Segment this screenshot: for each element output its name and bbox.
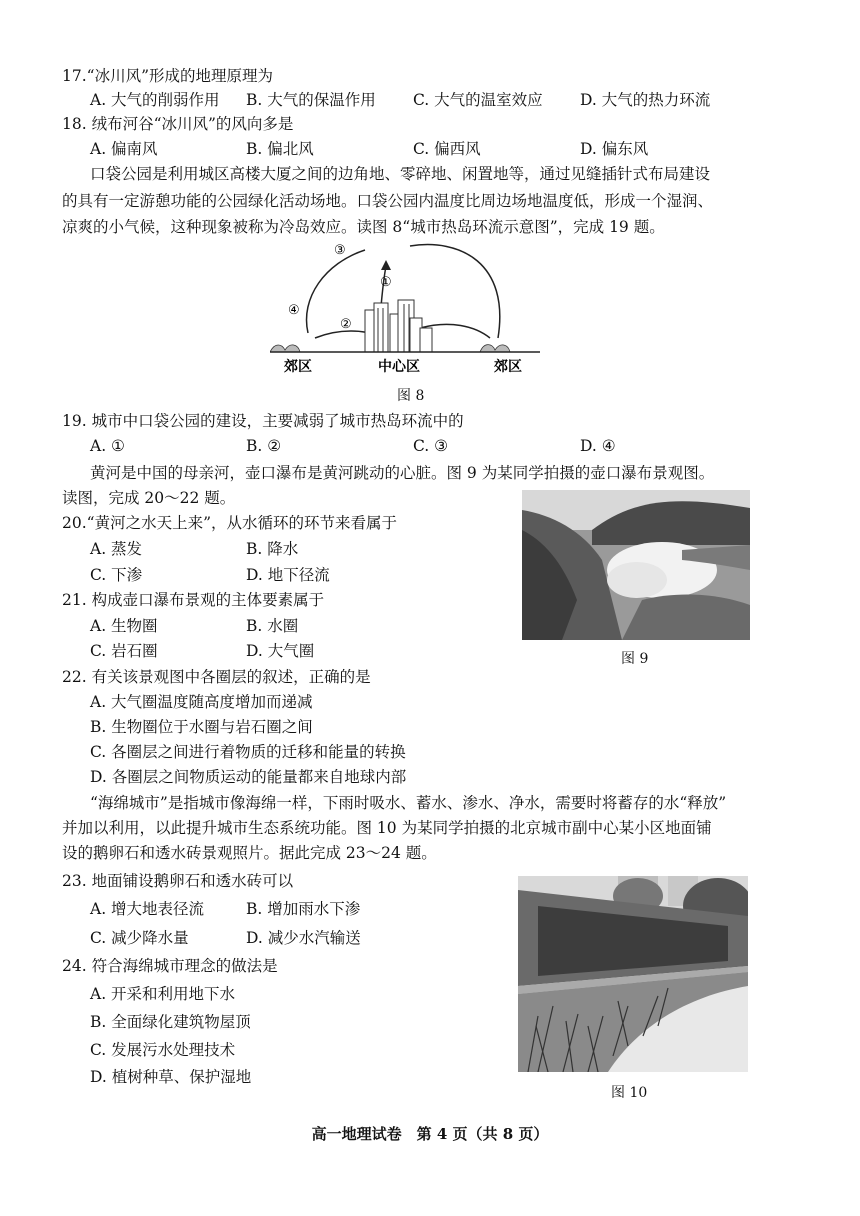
label-2: ② [340, 317, 352, 332]
passage-3-line-2: 并加以利用，以此提升城市生态系统功能。图 10 为某同学拍摄的北京城市副中心某小区地面铺 [62, 819, 712, 837]
question-17-stem: 17.“冰川风”形成的地理原理为 [62, 67, 273, 85]
passage-3-line-3: 设的鹅卵石和透水砖景观照片。据此完成 23～24 题。 [62, 844, 437, 862]
arrow-head-1 [381, 260, 391, 270]
q19-option-d: D. ④ [580, 437, 616, 455]
sponge-city-image [518, 876, 748, 1072]
q19-option-c: C. ③ [413, 437, 449, 455]
q18-option-c: C. 偏西风 [413, 140, 481, 158]
question-18-stem: 18. 绒布河谷“冰川风”的风向多是 [62, 115, 294, 133]
q20-option-b: B. 降水 [246, 540, 299, 558]
q17-option-b: B. 大气的保温作用 [246, 91, 376, 109]
q21-option-b: B. 水圈 [246, 617, 299, 635]
figure-9-photo [522, 490, 750, 640]
q24-option-b: B. 全面绿化建筑物屋顶 [90, 1013, 251, 1031]
question-22-stem: 22. 有关该景观图中各圈层的叙述，正确的是 [62, 668, 371, 686]
q19-option-b: B. ② [246, 437, 282, 455]
question-24-stem: 24. 符合海绵城市理念的做法是 [62, 957, 278, 975]
q22-option-d: D. 各圈层之间物质运动的能量都来自地球内部 [90, 768, 407, 786]
waterfall-image [522, 490, 750, 640]
question-21-stem: 21. 构成壶口瀑布景观的主体要素属于 [62, 591, 325, 609]
ground-label-suburb-left: 郊区 [284, 359, 312, 375]
q18-option-b: B. 偏北风 [246, 140, 314, 158]
q22-option-b: B. 生物圈位于水圈与岩石圈之间 [90, 718, 313, 736]
q22-option-c: C. 各圈层之间进行着物质的迁移和能量的转换 [90, 743, 406, 761]
q17-option-c: C. 大气的温室效应 [413, 91, 543, 109]
q21-option-c: C. 岩石圈 [90, 642, 158, 660]
shrub-right [480, 345, 510, 352]
circulation-arc-left [307, 250, 365, 333]
figure-8-heat-island-diagram [270, 238, 545, 378]
passage-2-line-2: 读图，完成 20～22 题。 [62, 489, 236, 507]
shrub-left [270, 345, 300, 352]
q24-option-a: A. 开采和利用地下水 [90, 985, 236, 1003]
q20-option-a: A. 蒸发 [90, 540, 143, 558]
question-19-stem: 19. 城市中口袋公园的建设，主要减弱了城市热岛环流中的 [62, 412, 464, 430]
q24-option-d: D. 植树种草、保护湿地 [90, 1068, 252, 1086]
q21-option-a: A. 生物圈 [90, 617, 158, 635]
q23-option-d: D. 减少水汽输送 [246, 929, 361, 947]
figure-10-photo [518, 876, 748, 1072]
city-buildings [365, 300, 432, 352]
page-footer: 高一地理试卷 第 4 页（共 8 页） [311, 1125, 549, 1143]
q24-option-c: C. 发展污水处理技术 [90, 1041, 236, 1059]
q17-option-d: D. 大气的热力环流 [580, 91, 711, 109]
q20-option-c: C. 下渗 [90, 566, 143, 584]
q18-option-d: D. 偏东风 [580, 140, 649, 158]
passage-2-line-1: 黄河是中国的母亲河，壶口瀑布是黄河跳动的心脏。图 9 为某同学拍摄的壶口瀑布景观图。 [90, 464, 715, 482]
q23-option-c: C. 减少降水量 [90, 929, 189, 947]
circulation-arc-right [410, 245, 500, 338]
q19-option-a: A. ① [90, 437, 125, 455]
q20-option-d: D. 地下径流 [246, 566, 330, 584]
passage-3-line-1: “海绵城市”是指城市像海绵一样，下雨时吸水、蓄水、渗水、净水，需要时将蓄存的水“释放” [90, 794, 727, 812]
question-23-stem: 23. 地面铺设鹅卵石和透水砖可以 [62, 872, 294, 890]
passage-1-line-3: 凉爽的小气候，这种现象被称为冷岛效应。读图 8“城市热岛环流示意图”，完成 19 题。 [62, 218, 665, 236]
q22-option-a: A. 大气圈温度随高度增加而递减 [90, 693, 313, 711]
q23-option-b: B. 增加雨水下渗 [246, 900, 361, 918]
figure-9-caption: 图 9 [621, 651, 649, 667]
passage-1-line-1: 口袋公园是利用城区高楼大厦之间的边角地、零碎地、闲置地等，通过见缝插针式布局建设 [90, 165, 711, 183]
q21-option-d: D. 大气圈 [246, 642, 315, 660]
label-1: ① [380, 275, 392, 290]
label-3: ③ [334, 243, 346, 258]
q18-option-a: A. 偏南风 [90, 140, 158, 158]
ground-label-suburb-right: 郊区 [494, 359, 522, 375]
q17-option-a: A. 大气的削弱作用 [90, 91, 220, 109]
figure-8-caption: 图 8 [397, 388, 425, 404]
label-4: ④ [288, 303, 300, 318]
question-20-stem: 20.“黄河之水天上来”，从水循环的环节来看属于 [62, 514, 397, 532]
passage-1-line-2: 的具有一定游憩功能的公园绿化活动场地。口袋公园内温度比周边场地温度低，形成一个湿润、 [62, 192, 714, 210]
q23-option-a: A. 增大地表径流 [90, 900, 205, 918]
figure-10-caption: 图 10 [611, 1085, 648, 1101]
ground-label-center: 中心区 [378, 359, 420, 375]
